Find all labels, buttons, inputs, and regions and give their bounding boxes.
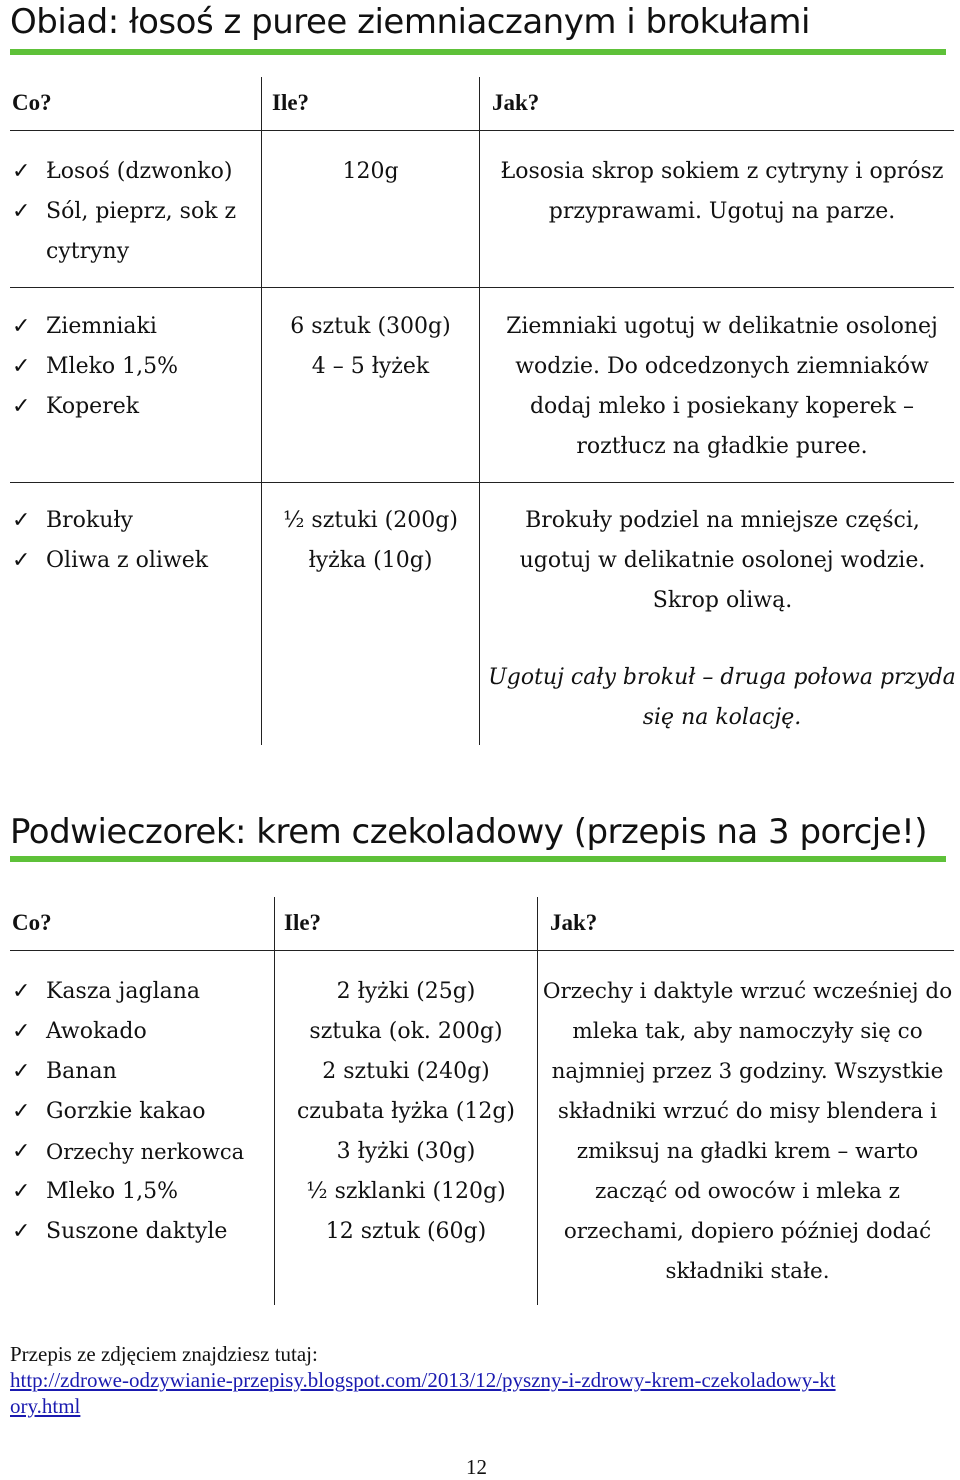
list-item: ✓ Ziemniaki <box>12 307 257 347</box>
checkmark-icon: ✓ <box>12 159 31 184</box>
amount: sztuka (ok. 200g) <box>309 1019 503 1044</box>
instructions: Orzechy i daktyle wrzuć wcześniej do mleka tak, aby namoczyły się co najmniej przez 3 godziny. Wszystkie składniki wrzuć do misy blendera i zmiksuj na gładki krem – warto zacząć od owoców i mleka z orzechami, dopiero później dodać składniki stałe. <box>542 979 953 1284</box>
table-rule <box>10 482 954 483</box>
list-item: ✓ Mleko 1,5% <box>12 1172 272 1212</box>
header-co: Co? <box>12 90 52 115</box>
instructions: Ziemniaki ugotuj w delikatnie osolonej wodzie. Do odcedzonych ziemniaków dodaj mleko i posiekany koperek – roztłucz na gładkie puree. <box>506 314 938 459</box>
amount: 12 sztuk (60g) <box>325 1219 487 1244</box>
column-divider <box>479 77 480 745</box>
recipe-note: Ugotuj cały brokuł – druga połowa przyda się na kolację. <box>488 665 956 730</box>
list-item: ✓ Koperek <box>12 387 257 427</box>
checkmark-icon: ✓ <box>12 1219 31 1244</box>
amount: 3 łyżki (30g) <box>336 1139 476 1164</box>
column-divider <box>537 897 538 1305</box>
amount: 2 sztuki (240g) <box>322 1059 490 1084</box>
instructions: Łososia skrop sokiem z cytryny i oprósz przyprawami. Ugotuj na parze. <box>500 159 944 224</box>
amount: 120g <box>342 159 399 184</box>
checkmark-icon: ✓ <box>12 1059 31 1084</box>
checkmark-icon: ✓ <box>12 508 31 533</box>
amount: 2 łyżki (25g) <box>336 979 476 1004</box>
amount: czubata łyżka (12g) <box>296 1099 516 1124</box>
list-item: ✓ Orzechy nerkowca <box>12 1132 272 1172</box>
instructions: Brokuły podziel na mniejsze części, ugotuj w delikatnie osolonej wodzie. Skrop oliwą. <box>519 508 926 613</box>
header-jak: Jak? <box>550 910 598 935</box>
section-title-lunch: Obiad: łosoś z puree ziemniaczanym i brokułami <box>10 2 810 42</box>
list-item: ✓ Oliwa z oliwek <box>12 541 257 581</box>
amount: 4 – 5 łyżek <box>311 354 430 379</box>
ingredient-list <box>12 307 257 427</box>
list-item: ✓ Gorzkie kakao <box>12 1092 272 1132</box>
footer-text: Przepis ze zdjęciem znajdziesz tutaj: <box>10 1342 318 1366</box>
recipe-link[interactable]: http://zdrowe-odzywianie-przepisy.blogspot.com/2013/12/pyszny-i-zdrowy-krem-czekoladowy-ktory.html <box>10 1368 836 1418</box>
table-rule <box>10 130 954 131</box>
amount: ½ szklanki (120g) <box>306 1179 506 1204</box>
list-item: ✓ Kasza jaglana <box>12 972 272 1012</box>
list-item: ✓ Łosoś (dzwonko) <box>12 152 257 192</box>
list-item: ✓ Sól, pieprz, sok z cytryny <box>12 192 257 272</box>
checkmark-icon: ✓ <box>12 314 31 339</box>
amount-list <box>262 307 479 387</box>
checkmark-icon: ✓ <box>12 979 31 1004</box>
section-title-snack: Podwieczorek: krem czekoladowy (przepis na 3 porcje!) <box>10 812 928 852</box>
amount: łyżka (10g) <box>308 548 433 573</box>
checkmark-icon: ✓ <box>12 548 31 573</box>
list-item: ✓ Banan <box>12 1052 272 1092</box>
table-rule <box>10 950 954 951</box>
green-divider <box>10 856 946 862</box>
ingredient-list <box>12 972 272 1252</box>
checkmark-icon: ✓ <box>12 1099 31 1124</box>
header-co: Co? <box>12 910 52 935</box>
header-ile: Ile? <box>272 90 310 115</box>
list-item: ✓ Awokado <box>12 1012 272 1052</box>
amount: 6 sztuk (300g) <box>290 314 451 339</box>
checkmark-icon: ✓ <box>12 1179 31 1204</box>
list-item: ✓ Brokuły <box>12 501 257 541</box>
amount: ½ sztuki (200g) <box>283 508 458 533</box>
amount-list <box>275 972 537 1252</box>
checkmark-icon: ✓ <box>12 1019 31 1044</box>
ingredient-list <box>12 501 257 581</box>
table-rule <box>10 287 954 288</box>
page-number: 12 <box>466 1455 487 1479</box>
list-item: ✓ Suszone daktyle <box>12 1212 272 1252</box>
header-ile: Ile? <box>284 910 322 935</box>
amount-list <box>262 152 479 192</box>
checkmark-icon: ✓ <box>12 199 31 224</box>
footer <box>10 1341 910 1419</box>
header-jak: Jak? <box>492 90 540 115</box>
checkmark-icon: ✓ <box>12 354 31 379</box>
list-item: ✓ Mleko 1,5% <box>12 347 257 387</box>
ingredient-list <box>12 152 257 272</box>
amount-list <box>262 501 479 581</box>
checkmark-icon: ✓ <box>12 394 31 419</box>
checkmark-icon: ✓ <box>12 1139 31 1164</box>
green-divider <box>10 49 946 55</box>
